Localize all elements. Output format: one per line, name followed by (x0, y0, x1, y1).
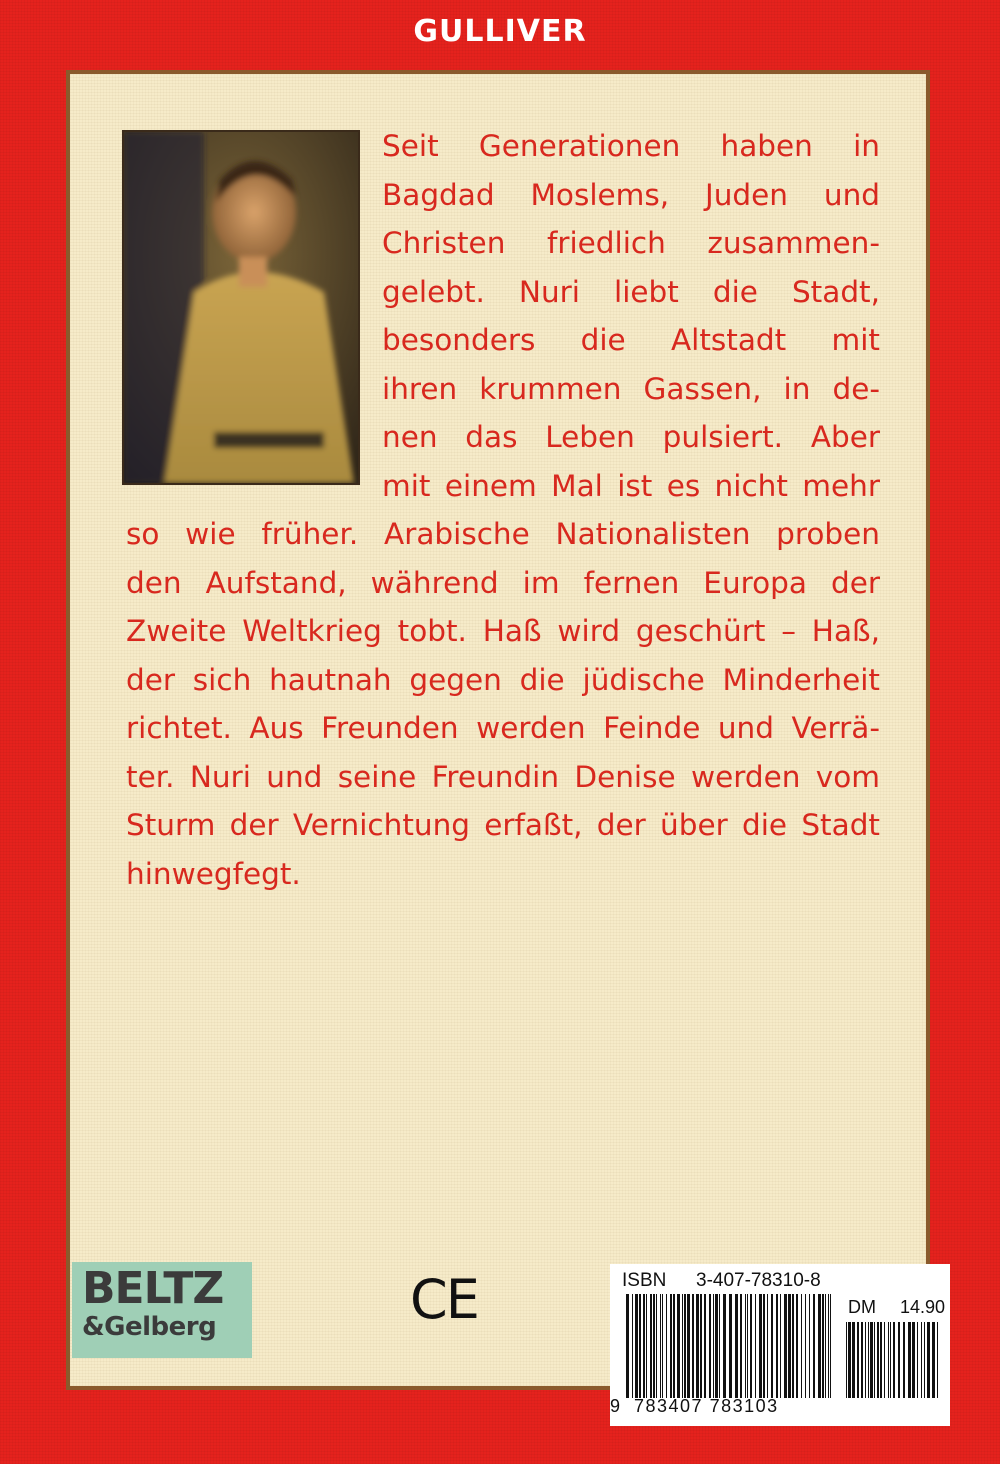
ce-mark: CE (410, 1268, 478, 1331)
ean-digits: 783407 783103 (634, 1396, 779, 1416)
ean-barcode-bars (626, 1294, 832, 1398)
publisher-name: BELTZ (82, 1263, 224, 1314)
price-barcode-bars (846, 1322, 938, 1398)
blurb-line: richtet. Aus Freunden werden Feinde und Verrä- (126, 711, 880, 745)
blurb-line: mit einem Mal ist es nicht mehr (382, 468, 880, 503)
isbn-number: 3-407-78310-8 (696, 1270, 821, 1291)
blurb-line: gelebt. Nuri liebt die Stadt, (382, 274, 880, 309)
series-title: GULLIVER (413, 14, 587, 49)
price-currency: DM (848, 1297, 876, 1317)
isbn-label: ISBN (622, 1270, 667, 1291)
blurb-line: Bagdad Moslems, Juden und (382, 177, 880, 212)
blurb-line: der sich hautnah gegen die jüdische Minderheit (126, 662, 880, 697)
blurb-text (126, 122, 880, 898)
ean-prefix: 9 (610, 1396, 621, 1416)
isbn-barcode (610, 1264, 950, 1426)
blurb-panel (66, 70, 946, 1416)
blurb-line: Zweite Weltkrieg tobt. Haß wird geschürt – Haß, (126, 614, 880, 648)
publisher-logo (72, 1262, 252, 1358)
blurb-line: Sturm der Vernichtung erfaßt, der über die Stadt (126, 808, 880, 842)
blurb-line: nen das Leben pulsiert. Aber (382, 420, 880, 454)
blurb-line: hinwegfegt. (126, 856, 301, 891)
blurb-line: ter. Nuri und seine Freundin Denise werden vom (126, 759, 880, 794)
blurb-line: besonders die Altstadt mit (382, 323, 880, 357)
publisher-subname: &Gelberg (82, 1312, 217, 1342)
blurb-line: ihren krummen Gassen, in de- (382, 371, 880, 406)
blurb-line: Seit Generationen haben in (382, 129, 880, 163)
blurb-line: Christen friedlich zusammen- (382, 226, 880, 260)
blurb-line: den Aufstand, während im fernen Europa der (126, 565, 880, 600)
blurb-line: so wie früher. Arabische Nationalisten proben (126, 517, 880, 551)
price-value: 14.90 (900, 1297, 946, 1317)
